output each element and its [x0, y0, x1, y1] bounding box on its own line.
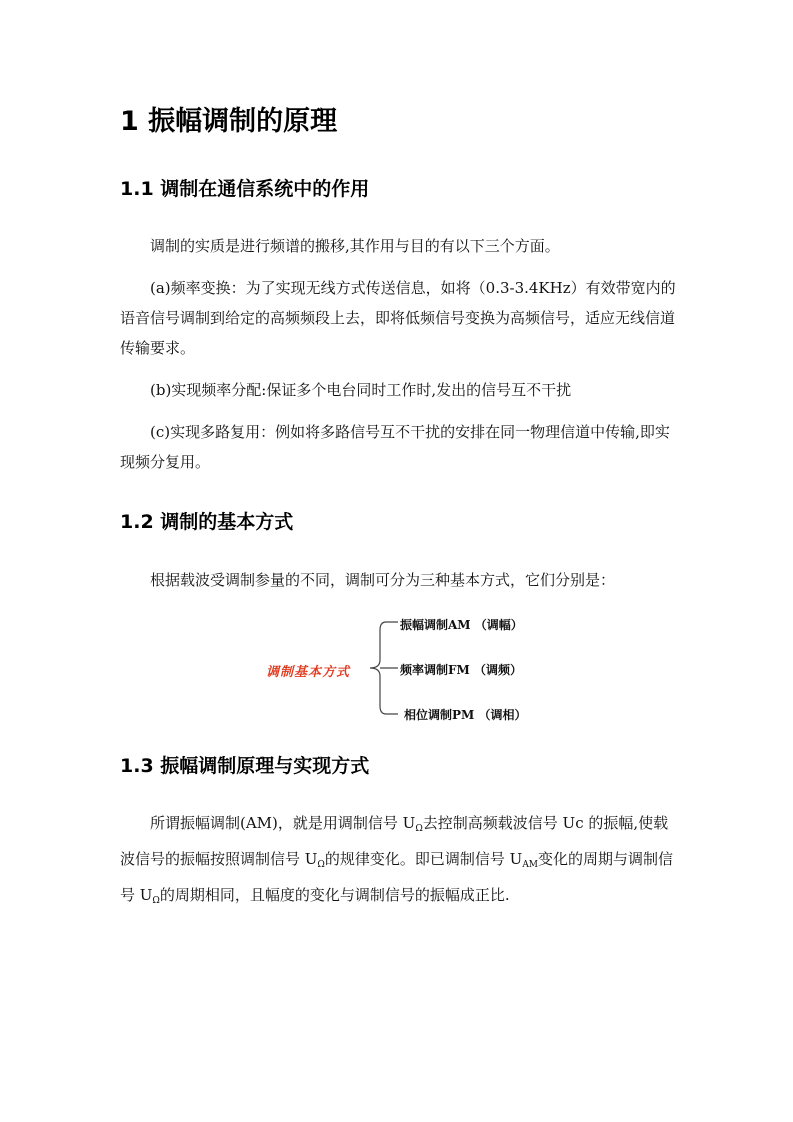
modulation-types-diagram: [262, 608, 538, 728]
section-1-3-body: [120, 808, 676, 916]
paragraph: 根据载波受调制参量的不同，调制可分为三种基本方式，它们分别是：: [150, 571, 616, 589]
diagram-center-label: 调制基本方式: [266, 665, 351, 680]
section-heading-1-3: 1.3 振幅调制原理与实现方式: [120, 755, 370, 777]
text-run: 去控制高频载波信号 Uc 的振幅,使载波信号的振幅按照调制信号 U: [120, 814, 669, 868]
diagram-branch-am: 振幅调制AM （调幅）: [400, 618, 523, 632]
page-title: 1 振幅调制的原理: [120, 106, 338, 137]
subscript: Ω: [152, 896, 160, 906]
diagram-branch-pm: 相位调制PM （调相）: [404, 708, 527, 722]
section-heading-1-2: 1.2 调制的基本方式: [120, 511, 294, 533]
paragraph: 调制的实质是进行频谱的搬移,其作用与目的有以下三个方面。: [150, 237, 560, 255]
paragraph: (a)频率变换：为了实现无线方式传送信息，如将（0.3-3.4KHz）有效带宽内的语音信号调制到给定的高频频段上去，即将低频信号变换为高频信号，适应无线信道传输要求。: [120, 279, 676, 357]
text-run: 所谓振幅调制(AM)，就是用调制信号 U: [150, 814, 416, 832]
paragraph: [120, 808, 676, 916]
subscript: Ω: [317, 860, 325, 870]
subscript: AM: [522, 860, 539, 870]
text-run: 的规律变化。即已调制信号 U: [324, 850, 523, 868]
section-heading-1-1: 1.1 调制在通信系统中的作用: [120, 178, 370, 200]
paragraph: (c)实现多路复用：例如将多路信号互不干扰的安排在同一物理信道中传输,即实现频分复用。: [120, 423, 670, 471]
subscript: Ω: [415, 824, 423, 834]
text-run: 变化的周期与调制信号 U: [120, 850, 674, 904]
diagram-branch-fm: 频率调制FM （调频）: [400, 663, 522, 677]
paragraph: (b)实现频率分配:保证多个电台同时工作时,发出的信号互不干扰: [150, 381, 572, 399]
text-run: 的周期相同，且幅度的变化与调制信号的振幅成正比.: [159, 886, 510, 904]
section-1-1-body: [120, 231, 676, 477]
section-1-2-body: [120, 565, 676, 595]
